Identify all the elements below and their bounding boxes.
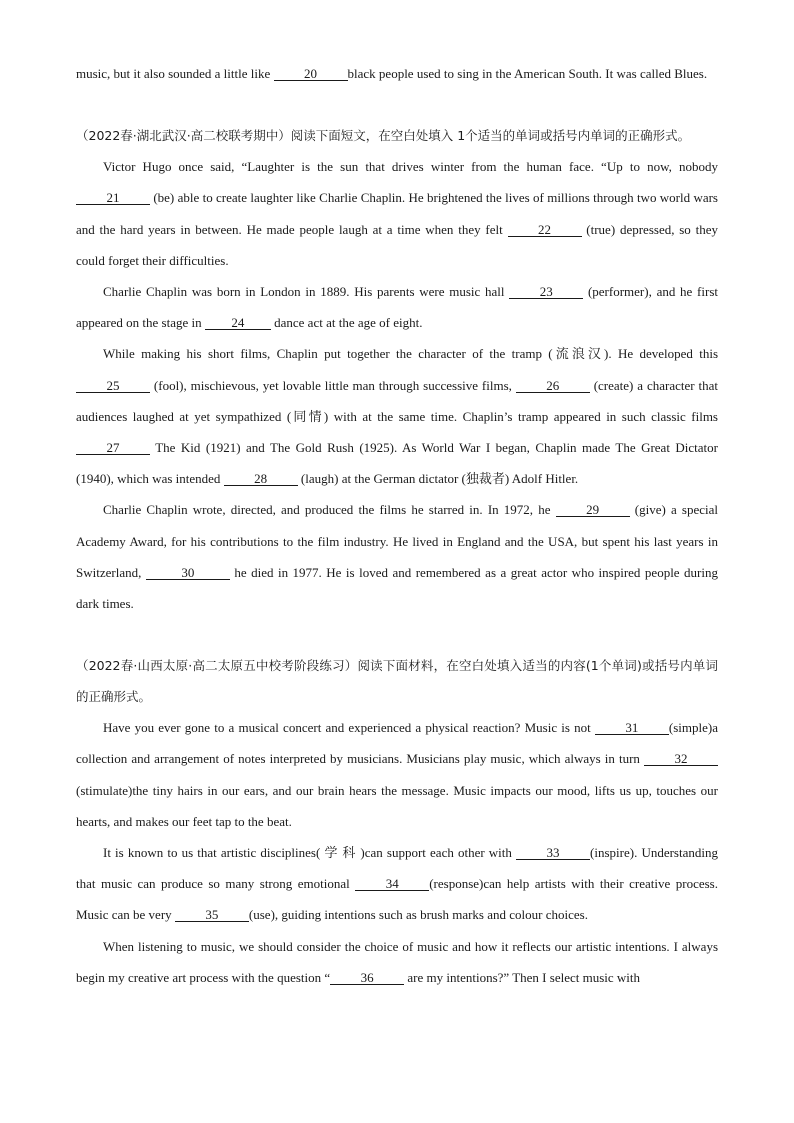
blank-25[interactable]: 25 <box>76 379 150 393</box>
blank-20[interactable]: 20 <box>274 67 348 81</box>
blank-21[interactable]: 21 <box>76 191 150 205</box>
paragraph-1-3: While making his short films, Chaplin put together the character of the tramp (流浪汉). He developed this 25 (fool), mischievous, yet lovable little man through successive films, 26 (create) a character that audiences laughed at yet sympathized (同情) with at the same time. Chaplin’s tramp appeared in such classic films 27 The Kid (1921) and The Gold Rush (1925). As World War I began, Chaplin made The Great Dictator (1940), which was intended 28 (laugh) at the German dictator (独裁者) Adolf Hitler. <box>76 346 718 487</box>
blank-22[interactable]: 22 <box>508 223 582 237</box>
blank-28[interactable]: 28 <box>224 472 298 486</box>
blank-29[interactable]: 29 <box>556 503 630 517</box>
blank-31[interactable]: 31 <box>595 721 669 735</box>
section-header-1: （2022春·湖北武汉·高二校联考期中）阅读下面短文，在空白处填入 1个适当的单词或括号内单词的正确形式。 <box>76 128 691 144</box>
blank-27[interactable]: 27 <box>76 441 150 455</box>
paragraph-2-3: When listening to music, we should consider the choice of music and how it reflects our artistic intentions. I always begin my creative art process with the question “ 36 are my intentions?” Then I select music with <box>76 938 718 985</box>
paragraph-1-2: Charlie Chaplin was born in London in 1889. His parents were music hall 23 (performer), and he first appeared on the stage in 24 dance act at the age of eight. <box>76 284 718 331</box>
document-page <box>76 58 718 993</box>
blank-34[interactable]: 34 <box>355 877 429 891</box>
paragraph-2-2: It is known to us that artistic disciplines( 学 科 )can support each other with 33 (inspire). Understanding that music can produce so many strong emotional 34 (response)can help artists with their creative process. Music can be very 35 (use), guiding intentions such as brush marks and colour choices. <box>76 845 718 923</box>
paragraph-continuation: music, but it also sounded a little like 20 black people used to sing in the American South. It was called Blues. <box>76 66 708 81</box>
paragraph-1-4: Charlie Chaplin wrote, directed, and produced the films he starred in. In 1972, he 29 (give) a special Academy Award, for his contributions to the film industry. He lived in England and the USA, but spent his last years in Switzerland, 30 he died in 1977. He is loved and remembered as a great actor who inspired people during dark times. <box>76 502 719 612</box>
blank-24[interactable]: 24 <box>205 316 271 330</box>
section-header-2: （2022春·山西太原·高二太原五中校考阶段练习）阅读下面材料，在空白处填入适当的内容(1个单词)或括号内单词的正确形式。 <box>76 658 718 705</box>
blank-26[interactable]: 26 <box>516 379 590 393</box>
blank-35[interactable]: 35 <box>175 908 249 922</box>
paragraph-1-1: Victor Hugo once said, “Laughter is the sun that drives winter from the human face. “Up to now, nobody 21 (be) able to create laughter like Charlie Chaplin. He brightened the lives of millions through two world wars and the hard years in between. He made people laugh at a time when they felt 22 (true) depressed, so they could forget their difficulties. <box>76 159 718 268</box>
blank-33[interactable]: 33 <box>516 846 590 860</box>
paragraph-2-1: Have you ever gone to a musical concert and experienced a physical reaction? Music is not 31 (simple)a collection and arrangement of notes interpreted by musicians. Musicians play music, which always in turn 32(stimulate)the tiny hairs in our ears, and our brain hears the message. Music impacts our mood, lifts us up, touches our hearts, and makes our feet tap to the beat. <box>76 720 718 829</box>
blank-23[interactable]: 23 <box>509 285 583 299</box>
blank-32[interactable]: 32 <box>644 752 718 766</box>
blank-30[interactable]: 30 <box>146 566 230 580</box>
blank-36[interactable]: 36 <box>330 971 404 985</box>
